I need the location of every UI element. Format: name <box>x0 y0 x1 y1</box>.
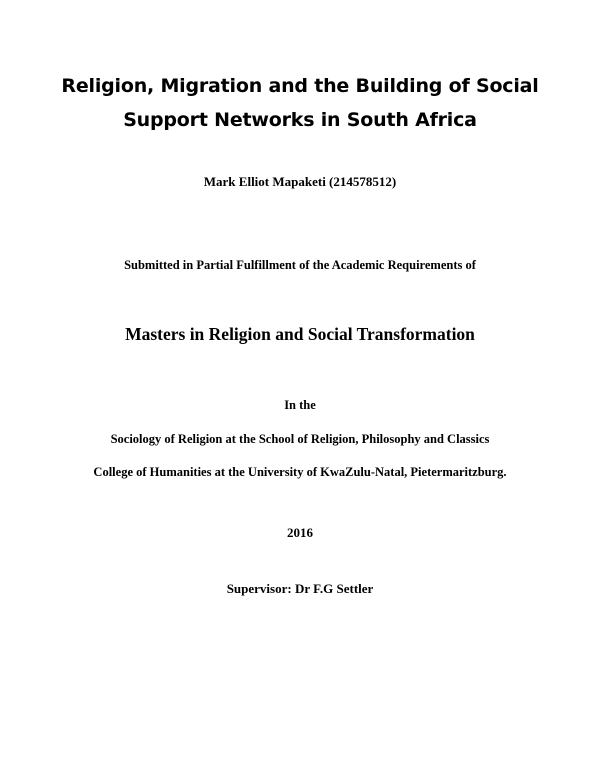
department-line: Sociology of Religion at the School of Religion, Philosophy and Classics <box>110 432 490 446</box>
supervisor-line: Supervisor: Dr F.G Settler <box>226 581 374 596</box>
degree-title: Masters in Religion and Social Transformation <box>125 324 475 344</box>
college-line: College of Humanities at the University of KwaZulu-Natal, Pietermaritzburg. <box>93 465 507 479</box>
thesis-title-line-2: Support Networks in South Africa <box>123 109 477 131</box>
author-name: Mark Elliot Mapaketi (214578512) <box>203 174 397 189</box>
submission-year: 2016 <box>287 525 313 540</box>
submission-statement: Submitted in Partial Fulfillment of the Academic Requirements of <box>124 258 476 272</box>
thesis-title-line-1: Religion, Migration and the Building of Social <box>61 75 539 97</box>
in-the-label: In the <box>284 398 316 412</box>
